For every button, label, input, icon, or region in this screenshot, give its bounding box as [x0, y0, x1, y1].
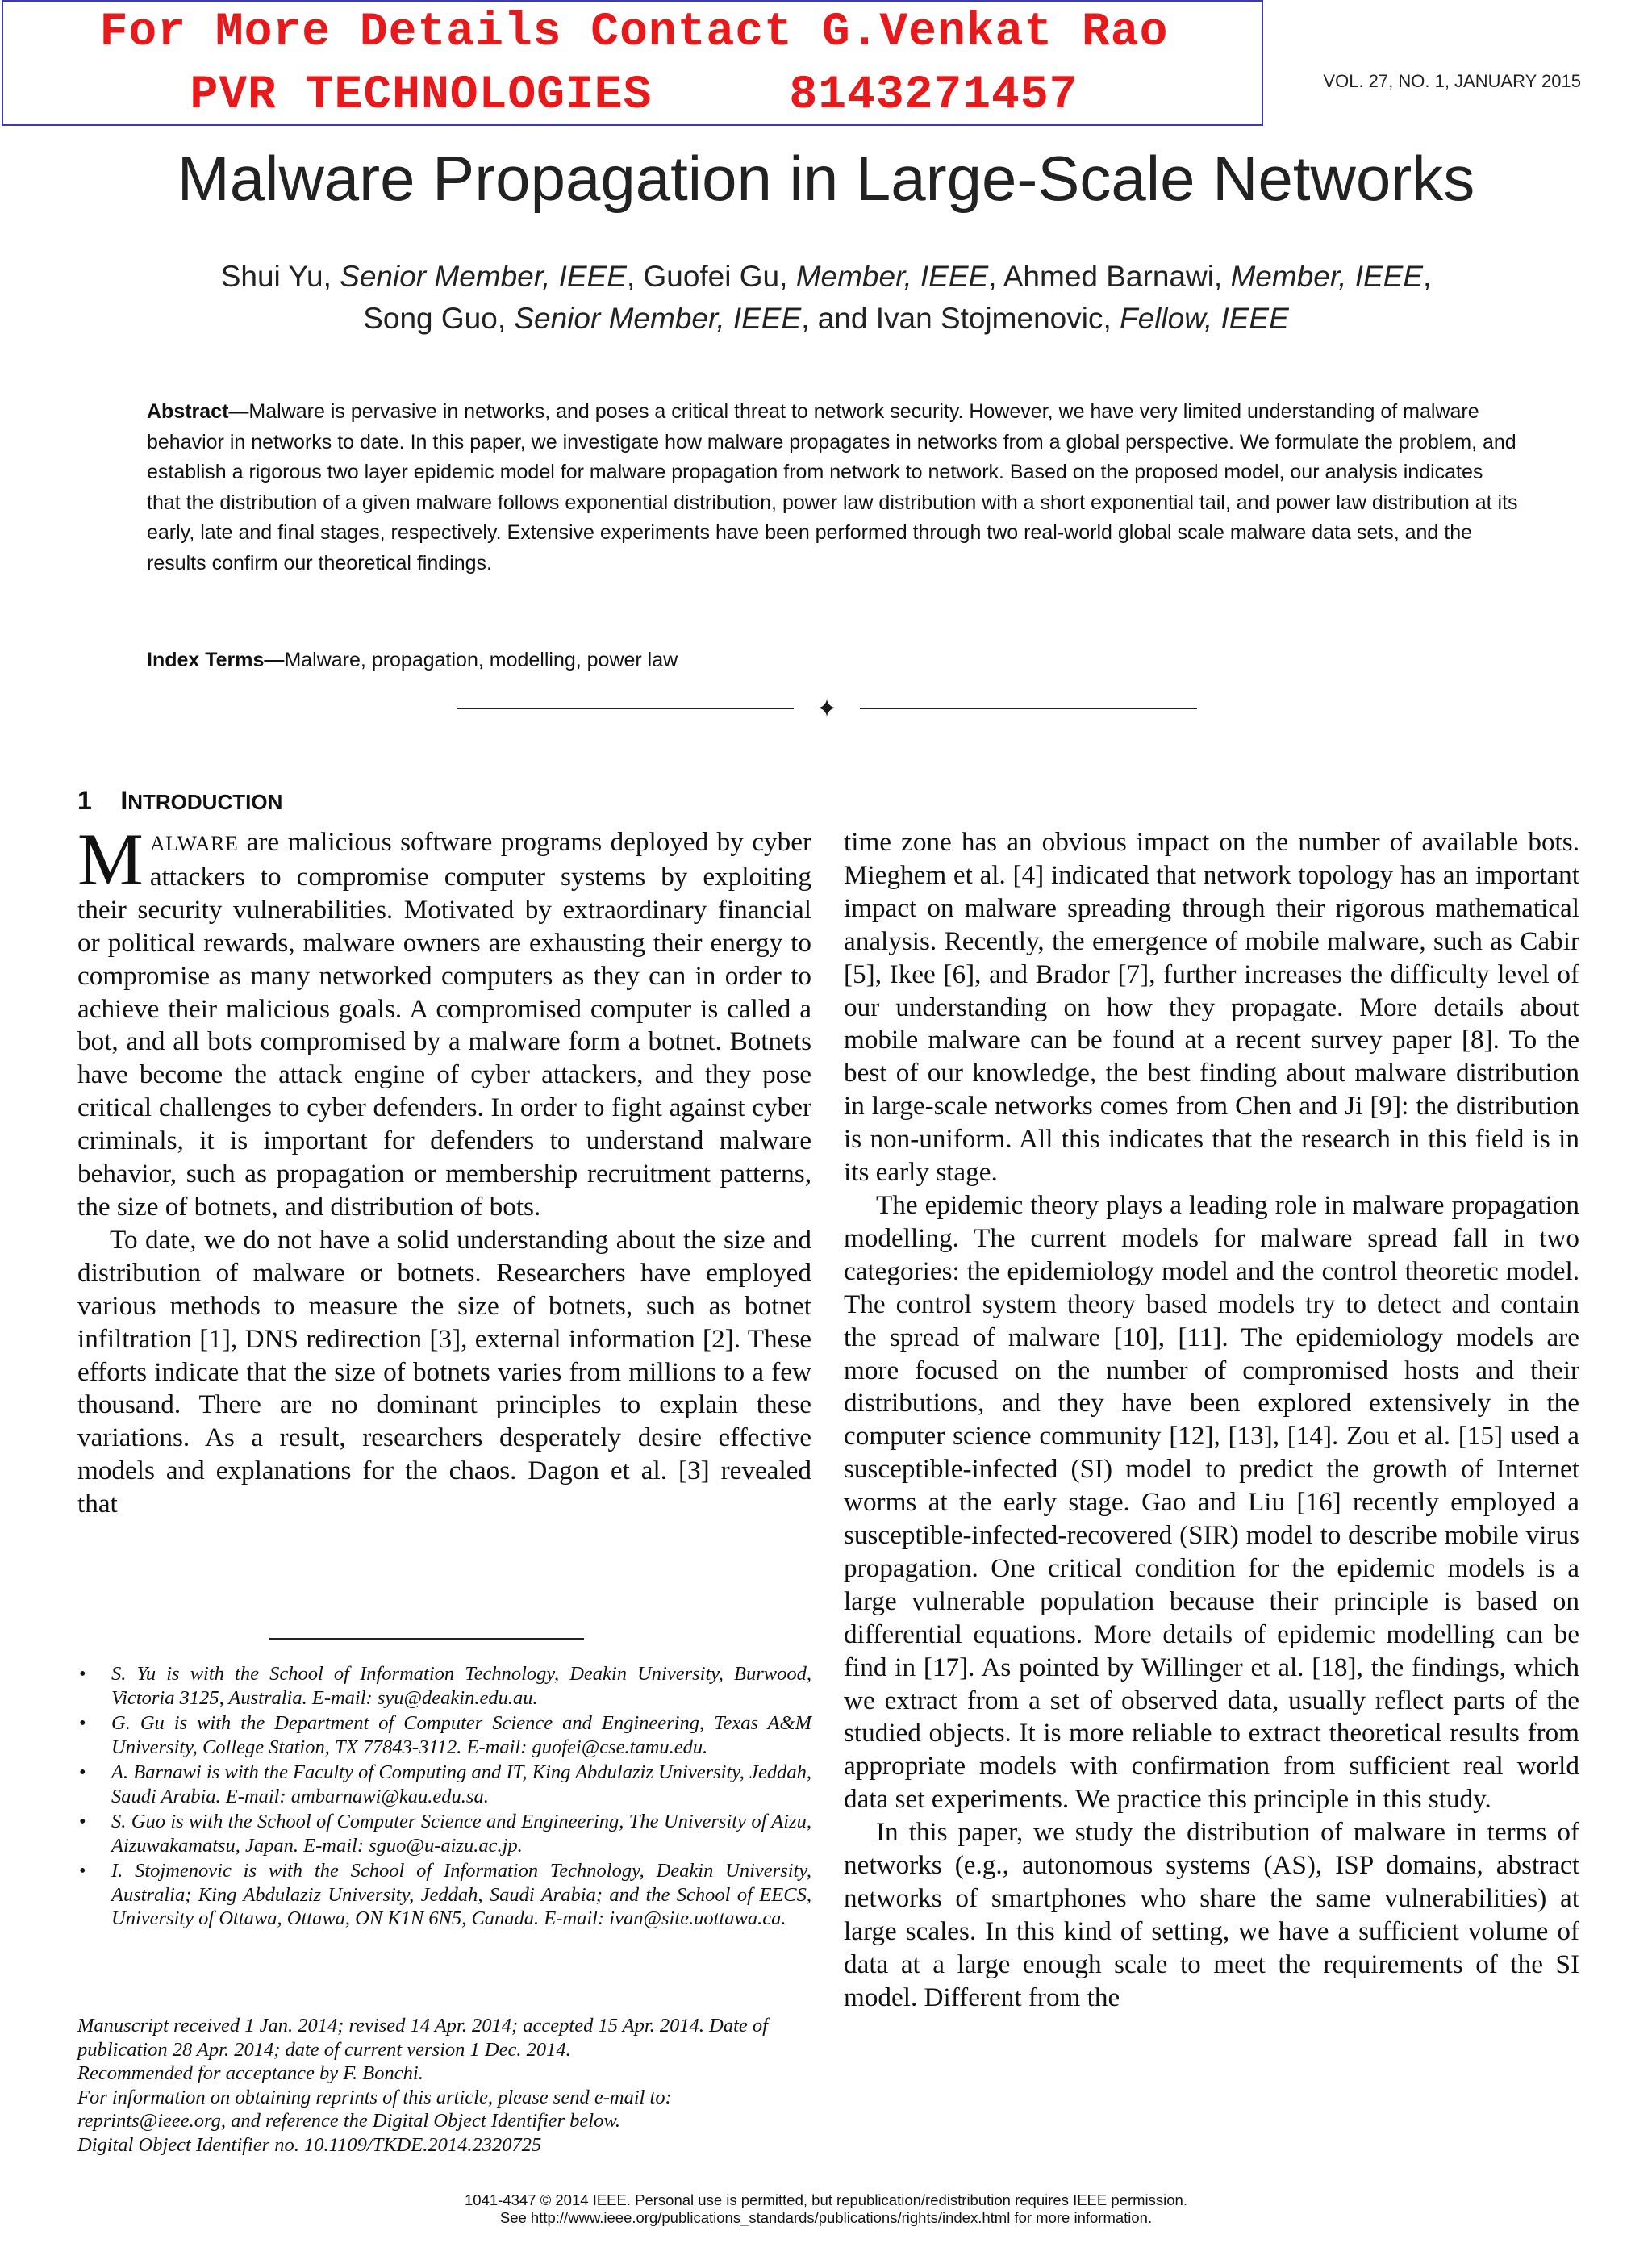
- index-terms: [147, 649, 1518, 672]
- footnote-item: [77, 1711, 811, 1759]
- bullet-icon: •: [79, 1860, 86, 1882]
- section-heading: [77, 786, 282, 816]
- bullet-icon: •: [79, 1712, 86, 1734]
- footnote-text: I. Stojmenovic is with the School of Information Technology, Deakin University, Australia; King Abdulaziz University, Jeddah, Saudi Arabia; and the School of EECS, University of Ottawa, Ottawa, ON K1N 6N5, Canada. E-mail: ivan@site.uottawa.ca.: [111, 1860, 811, 1929]
- footnote-text: S. Yu is with the School of Information Technology, Deakin University, Burwood, Victoria 3125, Australia. E-mail: syu@deakin.edu.au.: [111, 1663, 811, 1709]
- authors-line-1: [0, 260, 1652, 294]
- paragraph: To date, we do not have a solid understanding about the size and distribution of malware or botnets. Researchers have employed various methods to measure the size of botnets, such as botnet infiltration [1], DNS redirection [3], external information [2]. These efforts indicate that the size of botnets varies from millions to a few thousand. There are no dominant principles to explain these variations. As a result, researchers desperately desire effective models and explanations for the chaos. Dagon et al. [3] revealed that: [77, 1224, 811, 1519]
- author-name: Shui Yu,: [220, 260, 340, 293]
- author-role: Senior Member, IEEE: [340, 260, 627, 293]
- footnote-text: A. Barnawi is with the Faculty of Computing and IT, King Abdulaziz University, Jeddah, Saudi Arabia. E-mail: ambarnawi@kau.edu.sa.: [111, 1761, 811, 1807]
- dropcap: M: [77, 818, 144, 900]
- author-role: Member, IEEE: [795, 260, 989, 293]
- watermark-company: PVR TECHNOLOGIES: [190, 69, 653, 122]
- paragraph: In this paper, we study the distribution of malware in terms of networks (e.g., autonomous systems (AS), ISP domains, abstract networks of smartphones who share the same vulnerabilities) at large scales. In this kind of setting, we have a sufficient volume of data at a large enough scale to meet the requirements of the SI model. Different from the: [844, 1817, 1579, 2012]
- divider-rule-left: [457, 708, 794, 709]
- paragraph: The epidemic theory plays a leading role in malware propagation modelling. The current models for malware spread fall in two categories: the epidemiology model and the control theoretic model. The control system theory based models try to detect and contain the spread of malware [10], [11]. The epidemiology models are more focused on the number of compromised hosts and their distributions, and they have been explored extensively in the computer science community [12], [13], [14]. Zou et al. [15] used a susceptible-infected (SI) model to predict the growth of Internet worms at the early stage. Gao and Liu [16] recently employed a susceptible-infected-recovered (SIR) model to describe mobile virus propagation. One critical condition for the epidemic models is a large vulnerable population because their principle is based on differential equations. More details of epidemic modelling can be find in [17]. As pointed by Willinger et al. [18], the findings, which we extract from a set of observed data, usually reflect parts of the studied objects. It is more reliable to extract theoretical results from appropriate models with confirmation from sufficient real world data set experiments. We practice this principle in this study.: [844, 1189, 1579, 1815]
- index-terms-text: Malware, propagation, modelling, power law: [284, 649, 678, 671]
- footnote-item: [77, 1761, 811, 1808]
- watermark-line1: For More Details Contact G.Venkat Rao: [99, 6, 1169, 59]
- manuscript-dates: Manuscript received 1 Jan. 2014; revised 14 Apr. 2014; accepted 15 Apr. 2014. Date of publication 28 Apr. 2014; date of current version 1 Dec. 2014.: [77, 2015, 768, 2061]
- author-name: , and Ivan Stojmenovic,: [801, 302, 1120, 335]
- bullet-icon: •: [79, 1663, 86, 1685]
- section-number: 1: [77, 786, 92, 815]
- author-name: , Guofei Gu,: [626, 260, 796, 293]
- abstract: [147, 397, 1518, 579]
- right-column: [844, 826, 1579, 2015]
- footnote-item: [77, 1810, 811, 1857]
- manuscript-editor: Recommended for acceptance by F. Bonchi.: [77, 2062, 423, 2084]
- bullet-icon: •: [79, 1761, 86, 1783]
- section-title-rest: NTRODUCTION: [127, 790, 283, 814]
- affiliation-footnotes: [77, 1662, 811, 1932]
- first-word-smallcaps: ALWARE: [149, 832, 239, 855]
- footnote-text: S. Guo is with the School of Computer Science and Engineering, The University of Aizu, Aizuwakamatsu, Japan. E-mail: sguo@u-aizu.ac.jp.: [111, 1811, 811, 1857]
- author-role: Senior Member, IEEE: [514, 302, 802, 335]
- abstract-text: Malware is pervasive in networks, and poses a critical threat to network security. However, we have very limited understanding of malware behavior in networks to date. In this paper, we investigate how malware propagates in networks from a global perspective. We formulate the problem, and establish a rigorous two layer epidemic model for malware propagation from network to network. Based on the proposed model, our analysis indicates that the distribution of a given malware follows exponential distribution, power law distribution with a short exponential tail, and power law distribution at its early, late and final stages, respectively. Extensive experiments have been performed through two real-world global scale malware data sets, and the results confirm our theoretical findings.: [147, 400, 1518, 574]
- author-separator: ,: [1423, 260, 1432, 293]
- author-name: , Ahmed Barnawi,: [988, 260, 1231, 293]
- journal-header: VOL. 27, NO. 1, JANUARY 2015: [1323, 71, 1581, 91]
- section-title-initial: I: [120, 786, 128, 815]
- footnote-item: [77, 1859, 811, 1931]
- divider-rule-right: [860, 708, 1197, 709]
- copyright-line-2: See http://www.ieee.org/publications_standards/publications/rights/index.html for more information.: [499, 2209, 1153, 2226]
- watermark-line2: [3, 69, 1265, 122]
- manuscript-info: [77, 2014, 811, 2157]
- watermark-phone: 8143271457: [789, 69, 1078, 122]
- footnote-rule: [269, 1638, 584, 1640]
- left-column: [77, 818, 811, 1521]
- authors-line-2: [0, 302, 1652, 336]
- abstract-label: Abstract—: [147, 400, 249, 423]
- watermark-box: [2, 0, 1263, 126]
- paragraph-text: are malicious software programs deployed by cyber attackers to compromise computer systems by exploiting their security vulnerabilities. Motivated by extraordinary financial or political rewards, malware owners are exhausting their energy to compromise as many networked computers as they can in order to achieve their malicious goals. A compromised computer is called a bot, and all bots compromised by a malware form a botnet. Botnets have become the attack engine of cyber attackers, and they pose critical challenges to cyber defenders. In order to fight against cyber criminals, it is important for defenders to understand malware behavior, such as propagation or membership recruitment patterns, the size of botnets, and distribution of bots.: [77, 827, 811, 1222]
- author-name: Song Guo,: [363, 302, 515, 335]
- author-role: Member, IEEE: [1230, 260, 1424, 293]
- paragraph: [77, 818, 811, 1224]
- divider-ornament-icon: ✦: [816, 694, 838, 723]
- paper-title: Malware Propagation in Large-Scale Networks: [177, 143, 1475, 214]
- author-role: Fellow, IEEE: [1120, 302, 1289, 335]
- manuscript-doi: Digital Object Identifier no. 10.1109/TKDE.2014.2320725: [77, 2133, 542, 2156]
- footnote-text: G. Gu is with the Department of Computer Science and Engineering, Texas A&M University, College Station, TX 77843-3112. E-mail: guofei@cse.tamu.edu.: [111, 1712, 811, 1758]
- paragraph: time zone has an obvious impact on the number of available bots. Mieghem et al. [4] indicated that network topology has an important impact on malware spreading through their rigorous mathematical analysis. Recently, the emergence of mobile malware, such as Cabir [5], Ikee [6], and Brador [7], further increases the difficulty level of our understanding on how they propagate. More details about mobile malware can be found at a recent survey paper [8]. To the best of our knowledge, the best finding about malware distribution in large-scale networks comes from Chen and Ji [9]: the distribution is non-uniform. All this indicates that the research in this field is in its early stage.: [844, 827, 1579, 1188]
- copyright-line-1: 1041-4347 © 2014 IEEE. Personal use is permitted, but republication/redistribution requires IEEE permission.: [465, 2191, 1187, 2208]
- manuscript-reprints: For information on obtaining reprints of this article, please send e-mail to: reprints@ieee.org, and reference the Digital Object Identifier below.: [77, 2086, 672, 2132]
- copyright-notice: [0, 2191, 1652, 2227]
- index-terms-label: Index Terms—: [147, 649, 285, 671]
- bullet-icon: •: [79, 1811, 86, 1832]
- footnote-item: [77, 1662, 811, 1710]
